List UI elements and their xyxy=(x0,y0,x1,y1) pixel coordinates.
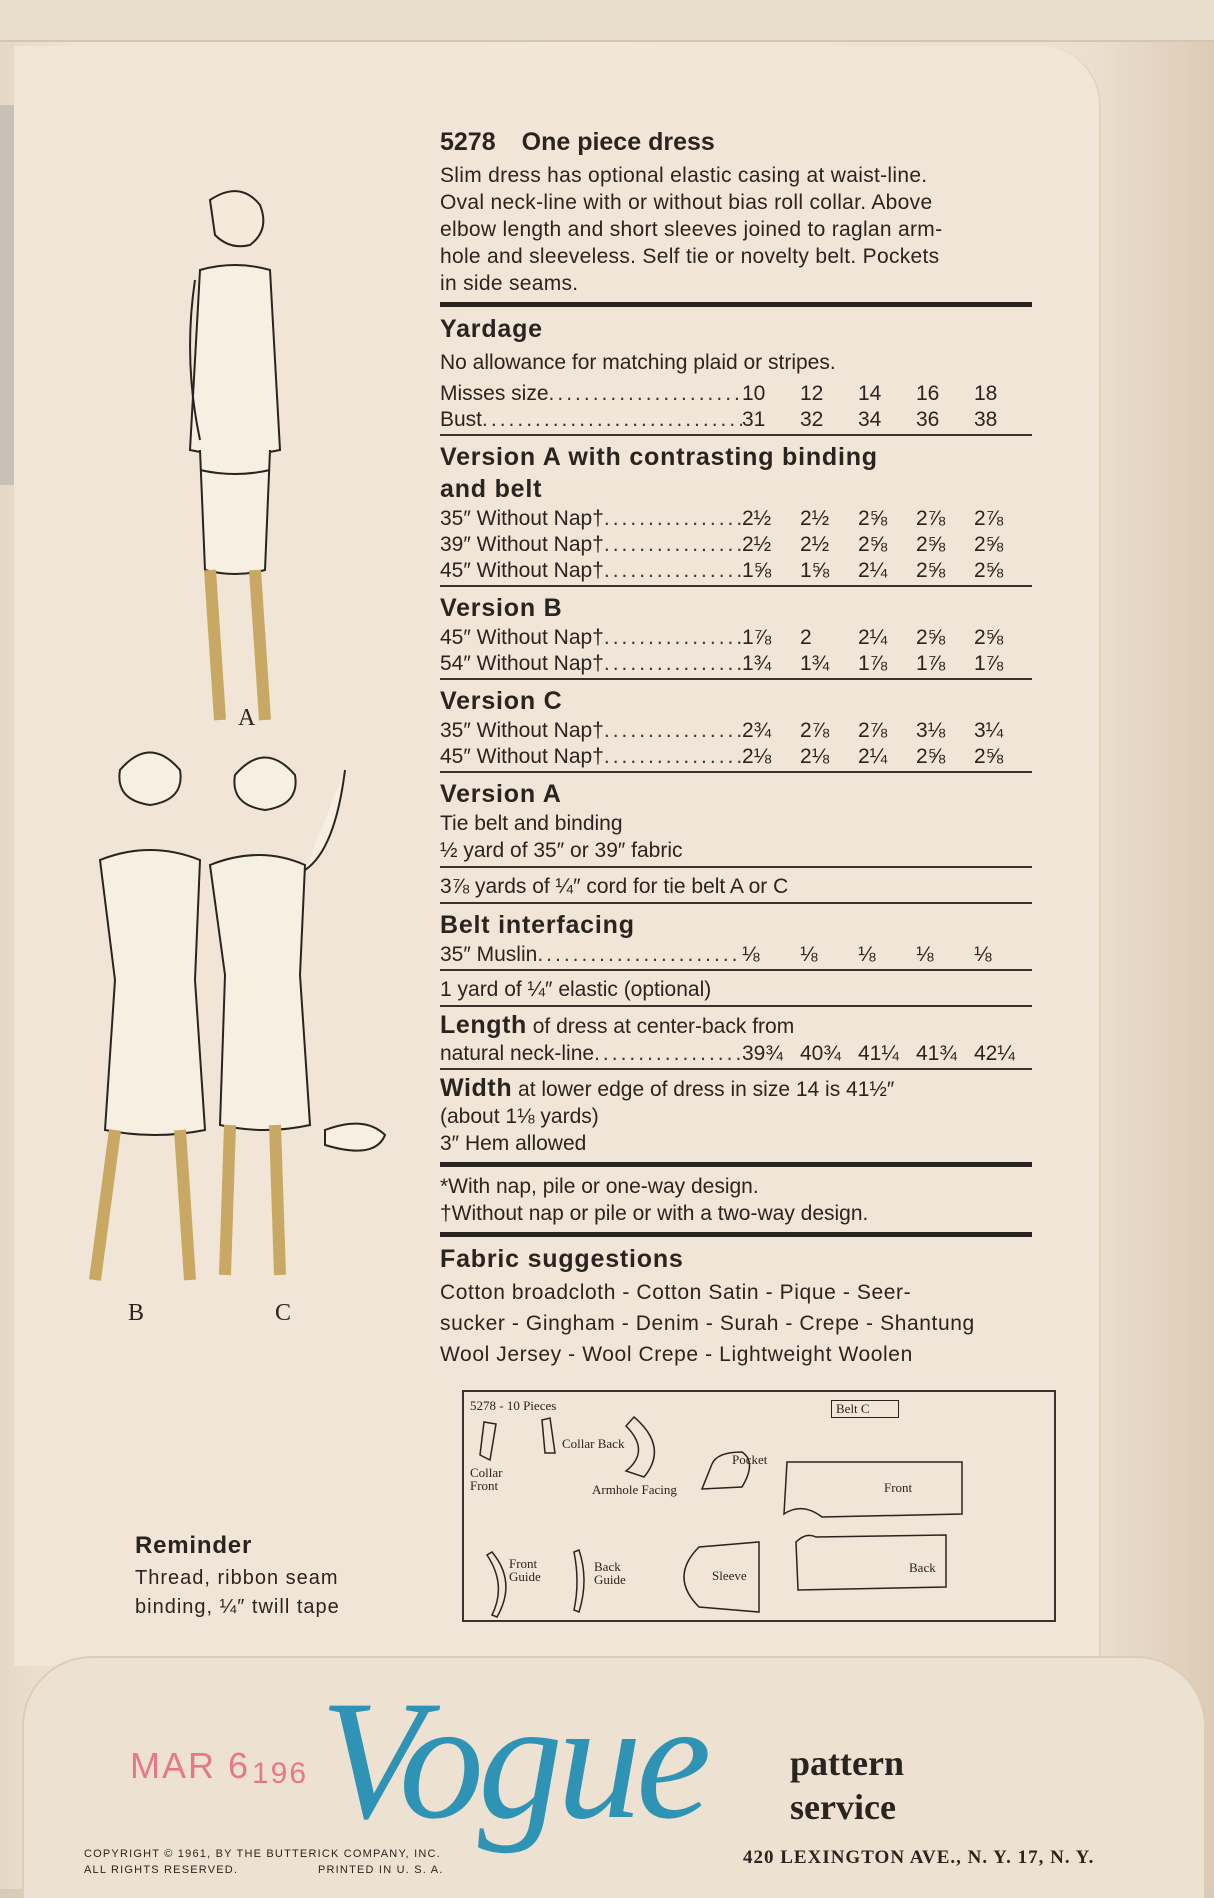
version-tables xyxy=(440,441,1060,773)
yardage-row xyxy=(440,1040,1032,1066)
description-line: Slim dress has optional elastic casing at waist-line. xyxy=(440,164,928,187)
pattern-description xyxy=(440,162,1060,297)
divider xyxy=(440,866,1032,868)
size-value: 2 xyxy=(800,626,812,649)
size-value: 32 xyxy=(800,408,824,431)
size-value: 1⅞ xyxy=(858,652,888,675)
pattern-number: 5278 xyxy=(440,128,496,156)
piece-front: Front xyxy=(884,1480,913,1495)
size-value: ⅛ xyxy=(858,943,876,966)
reminder-line: binding, ¼″ twill tape xyxy=(135,1596,340,1618)
reminder-heading: Reminder xyxy=(135,1532,253,1559)
leader-dots xyxy=(482,406,742,433)
row-label: Bust xyxy=(440,408,483,431)
size-value: 2¼ xyxy=(858,559,888,582)
pattern-piece-outlines xyxy=(464,1392,1054,1620)
leader-dots xyxy=(604,717,742,744)
date-stamp: MAR 6 xyxy=(130,1745,251,1786)
divider xyxy=(440,434,1032,436)
size-value: 2⅝ xyxy=(974,626,1004,649)
size-value: 16 xyxy=(916,382,940,405)
address: 420 LEXINGTON AVE., N. Y. 17, N. Y. xyxy=(743,1847,1095,1868)
version-heading: Version C xyxy=(440,687,563,715)
size-value: 2⅞ xyxy=(800,719,830,742)
row-label: 35″ Without Nap† xyxy=(440,719,604,742)
reminder-line: Thread, ribbon seam xyxy=(135,1567,339,1589)
size-value: 1⅞ xyxy=(916,652,946,675)
size-value: 2⅞ xyxy=(974,507,1004,530)
size-value: 2⅞ xyxy=(858,719,888,742)
size-value: 1⅞ xyxy=(974,652,1004,675)
row-label: 39″ Without Nap† xyxy=(440,533,604,556)
leader-dots xyxy=(604,624,742,651)
size-value: 1¾ xyxy=(800,652,830,675)
tie-belt-text: Tie belt and binding xyxy=(440,812,623,835)
version-heading: Version A with contrasting binding xyxy=(440,443,878,471)
size-value: 2½ xyxy=(742,533,772,556)
size-value: 34 xyxy=(858,408,882,431)
width-line xyxy=(440,1075,1060,1103)
version-heading: Version B xyxy=(440,594,563,622)
size-value: 2⅝ xyxy=(858,507,888,530)
length-text: of dress at center-back from xyxy=(526,1015,795,1038)
row-label: 45″ Without Nap† xyxy=(440,626,604,649)
rights-reserved: ALL RIGHTS RESERVED. xyxy=(84,1864,239,1876)
yardage-row xyxy=(440,531,1032,557)
divider xyxy=(440,678,1032,680)
pattern-text: pattern xyxy=(790,1743,904,1783)
yardage-row xyxy=(440,743,1032,769)
label-line: Guide xyxy=(594,1572,626,1587)
label-line: Collar xyxy=(470,1465,503,1480)
vogue-logo: Vogue xyxy=(320,1666,706,1854)
yardage-row xyxy=(440,624,1032,650)
divider xyxy=(440,969,1032,971)
yardage-row xyxy=(440,380,1032,406)
figure-label-c: C xyxy=(275,1300,292,1326)
divider xyxy=(440,1068,1032,1070)
size-value: 10 xyxy=(742,382,766,405)
size-value: 38 xyxy=(974,408,998,431)
size-value: 2⅛ xyxy=(800,745,830,768)
yardage-row xyxy=(440,406,1032,432)
size-value: 2⅝ xyxy=(916,745,946,768)
row-label: natural neck-line xyxy=(440,1042,595,1065)
divider xyxy=(440,902,1032,904)
row-label: 45″ Without Nap† xyxy=(440,745,604,768)
leader-dots xyxy=(537,941,742,968)
description-line: in side seams. xyxy=(440,272,579,295)
size-value: 2⅞ xyxy=(916,507,946,530)
leader-dots xyxy=(604,650,742,677)
divider xyxy=(440,585,1032,587)
piece-pocket: Pocket xyxy=(732,1452,768,1467)
pattern-info-column xyxy=(440,126,1060,1370)
envelope-top-edge xyxy=(0,0,1214,42)
yardage-row xyxy=(440,557,1032,583)
width-heading: Width xyxy=(440,1074,513,1102)
leader-dots xyxy=(604,531,742,558)
footnote-nap: *With nap, pile or one-way design. xyxy=(440,1175,759,1198)
piece-sleeve: Sleeve xyxy=(712,1568,747,1583)
size-value: 3⅛ xyxy=(916,719,946,742)
length-line xyxy=(440,1012,1060,1040)
size-value: ⅛ xyxy=(800,943,818,966)
yardage-row xyxy=(440,650,1032,676)
piece-armhole-facing: Armhole Facing xyxy=(592,1482,677,1497)
leader-dots xyxy=(594,1040,742,1067)
length-heading: Length xyxy=(440,1011,527,1039)
fabric-list xyxy=(440,1277,1060,1370)
notions-heading: Version A xyxy=(440,780,562,808)
size-value: 2½ xyxy=(800,533,830,556)
label-line: Guide xyxy=(509,1569,541,1584)
divider xyxy=(440,771,1032,773)
piece-back: Back xyxy=(909,1560,936,1575)
size-value: 2⅝ xyxy=(974,533,1004,556)
pattern-name: One piece dress xyxy=(521,128,715,156)
width-yards: (about 1⅛ yards) xyxy=(440,1105,599,1128)
leader-dots xyxy=(604,557,742,584)
fabric-line: sucker - Gingham - Denim - Surah - Crepe - Shantung xyxy=(440,1312,975,1335)
size-value: 42¼ xyxy=(974,1042,1015,1065)
printed-in: PRINTED IN U. S. A. xyxy=(318,1864,444,1876)
pattern-pieces-diagram xyxy=(462,1390,1056,1622)
description-line: elbow length and short sleeves joined to raglan arm- xyxy=(440,218,943,241)
yardage-heading: Yardage xyxy=(440,315,543,343)
fabric-line: Cotton broadcloth - Cotton Satin - Pique - Seer- xyxy=(440,1281,912,1304)
copyright: COPYRIGHT © 1961, BY THE BUTTERICK COMPANY, INC. xyxy=(84,1848,441,1860)
size-value: 1⅝ xyxy=(742,559,772,582)
description-line: Oval neck-line with or without bias roll collar. Above xyxy=(440,191,933,214)
figure-b xyxy=(95,753,205,1281)
divider xyxy=(440,1162,1032,1167)
yardage-row xyxy=(440,505,1032,531)
width-text: at lower edge of dress in size 14 is 41½″ xyxy=(512,1078,895,1101)
size-value: 2⅝ xyxy=(916,626,946,649)
size-value: ⅛ xyxy=(916,943,934,966)
label-line: Front xyxy=(470,1478,499,1493)
size-value: 2⅝ xyxy=(858,533,888,556)
size-value: 36 xyxy=(916,408,940,431)
label-line: Back xyxy=(594,1559,621,1574)
size-table xyxy=(440,380,1060,432)
pattern-title xyxy=(440,126,1060,158)
size-value: 40¾ xyxy=(800,1042,841,1065)
figure-label-b: B xyxy=(128,1300,145,1326)
size-value: 2¼ xyxy=(858,745,888,768)
piece-belt-c: Belt C xyxy=(831,1400,899,1418)
size-value: 39¾ xyxy=(742,1042,783,1065)
piece-collar-front xyxy=(470,1466,503,1492)
size-value: 2½ xyxy=(742,507,772,530)
leader-dots xyxy=(604,505,742,532)
year-stamp: 196 xyxy=(252,1757,309,1790)
size-value: 2¼ xyxy=(858,626,888,649)
cord-text: 3⅞ yards of ¼″ cord for tie belt A or C xyxy=(440,875,789,898)
size-value: 2⅝ xyxy=(974,745,1004,768)
size-value: 1⅝ xyxy=(800,559,830,582)
size-value: ⅛ xyxy=(974,943,992,966)
size-value: 31 xyxy=(742,408,766,431)
yardage-row xyxy=(440,717,1032,743)
size-value: 18 xyxy=(974,382,998,405)
row-label: 35″ Muslin xyxy=(440,943,538,966)
elastic-text: 1 yard of ¼″ elastic (optional) xyxy=(440,978,712,1001)
size-value: 12 xyxy=(800,382,824,405)
muslin-row xyxy=(440,941,1060,967)
belt-interfacing-heading: Belt interfacing xyxy=(440,911,635,939)
size-value: 1¾ xyxy=(742,652,772,675)
size-value: 14 xyxy=(858,382,882,405)
divider xyxy=(440,1005,1032,1007)
piece-collar-back: Collar Back xyxy=(562,1436,625,1451)
service-text: service xyxy=(790,1787,896,1827)
figure-a xyxy=(190,191,280,720)
divider xyxy=(440,302,1032,307)
size-value: 41¾ xyxy=(916,1042,957,1065)
size-value: 2⅝ xyxy=(974,559,1004,582)
row-label: 45″ Without Nap† xyxy=(440,559,604,582)
divider xyxy=(440,1232,1032,1237)
pieces-title: 5278 - 10 Pieces xyxy=(470,1398,557,1413)
size-value: 2¾ xyxy=(742,719,772,742)
piece-front-guide xyxy=(509,1557,541,1583)
hem-text: 3″ Hem allowed xyxy=(440,1132,587,1155)
figure-label-a: A xyxy=(238,705,256,731)
reminder xyxy=(135,1530,415,1624)
size-value: 2⅝ xyxy=(916,533,946,556)
description-line: hole and sleeveless. Self tie or novelty belt. Pockets xyxy=(440,245,940,268)
label-line: Front xyxy=(509,1556,538,1571)
leader-dots xyxy=(604,743,742,770)
size-value: 3¼ xyxy=(974,719,1004,742)
footnote-without-nap: †Without nap or pile or with a two-way design. xyxy=(440,1202,869,1225)
row-label: Misses size xyxy=(440,382,549,405)
yardage-row xyxy=(440,941,1032,967)
figure-c xyxy=(210,758,385,1276)
row-label: 54″ Without Nap† xyxy=(440,652,604,675)
size-value: ⅛ xyxy=(742,943,760,966)
tie-fabric-text: ½ yard of 35″ or 39″ fabric xyxy=(440,839,683,862)
size-value: 2½ xyxy=(800,507,830,530)
size-value: 1⅞ xyxy=(742,626,772,649)
size-value: 2⅝ xyxy=(916,559,946,582)
figure-illustrations xyxy=(60,170,400,1300)
yardage-note: No allowance for matching plaid or stripes. xyxy=(440,351,836,374)
version-heading: and belt xyxy=(440,475,543,503)
size-value: 41¼ xyxy=(858,1042,899,1065)
size-value: 2⅛ xyxy=(742,745,772,768)
row-label: 35″ Without Nap† xyxy=(440,507,604,530)
fabric-line: Wool Jersey - Wool Crepe - Lightweight Woolen xyxy=(440,1343,913,1366)
length-row xyxy=(440,1040,1060,1066)
piece-back-guide xyxy=(594,1560,626,1586)
leader-dots xyxy=(549,380,742,407)
fabric-heading: Fabric suggestions xyxy=(440,1245,684,1273)
